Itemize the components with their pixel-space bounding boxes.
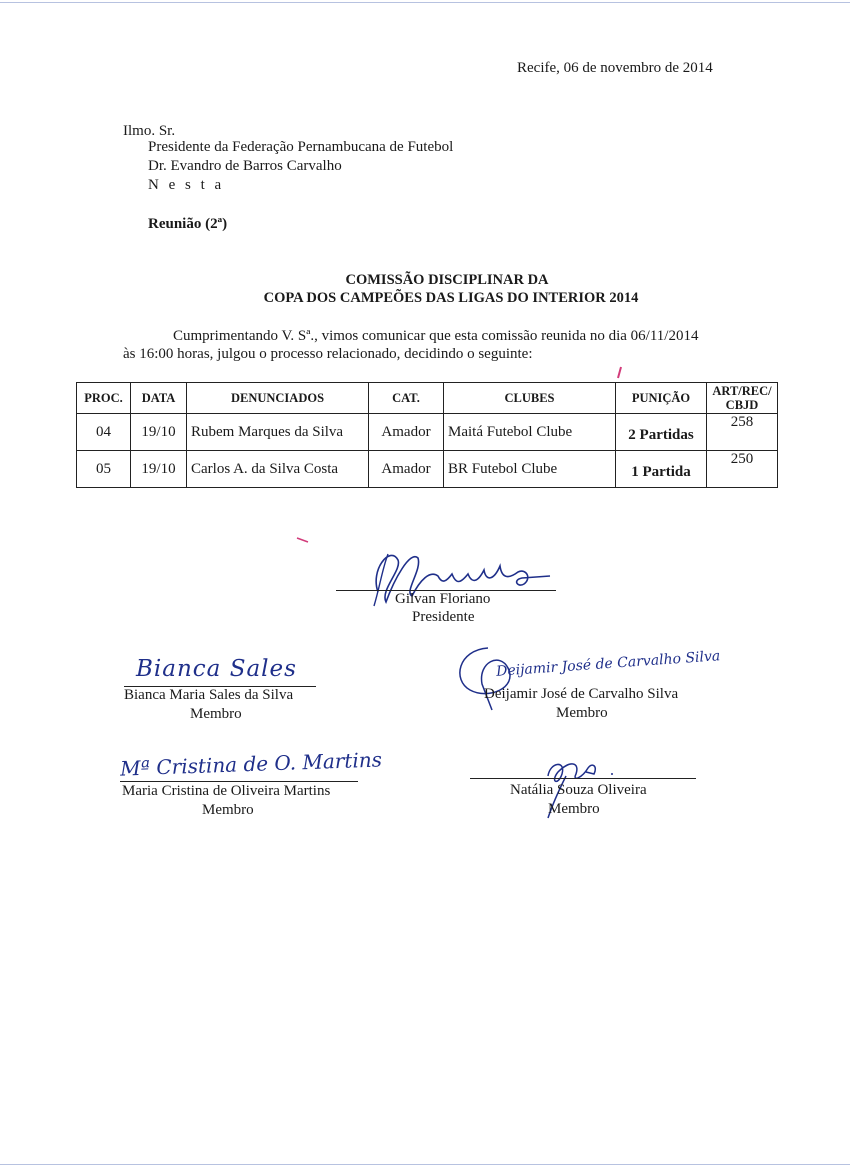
member3-name: Maria Cristina de Oliveira Martins xyxy=(122,783,331,799)
body-line-2: às 16:00 horas, julgou o processo relacionado, decidindo o seguinte: xyxy=(123,346,533,362)
member4-name: Natália Souza Oliveira xyxy=(510,782,647,798)
pen-mark xyxy=(296,536,310,544)
cell-data: 19/10 xyxy=(131,414,187,451)
president-name: Gilvan Floriano xyxy=(395,591,491,607)
cristina-handwriting: Mª Cristina de O. Martins xyxy=(119,747,383,781)
cell-proc: 05 xyxy=(77,451,131,488)
bianca-handwriting: Bianca Sales xyxy=(136,656,297,682)
natalia-signature-line xyxy=(470,778,696,779)
col-data: DATA xyxy=(131,383,187,414)
date-line: Recife, 06 de novembro de 2014 xyxy=(517,60,713,76)
table-row xyxy=(77,414,778,451)
cell-art: 250 xyxy=(707,451,778,488)
heading-line-1: COMISSÃO DISCIPLINAR DA xyxy=(345,272,549,288)
cell-punicao: 2 Partidas xyxy=(616,414,707,451)
col-clubes: CLUBES xyxy=(444,383,616,414)
col-denunciados: DENUNCIADOS xyxy=(187,383,369,414)
table-header-row xyxy=(77,383,778,414)
cell-clube: BR Futebol Clube xyxy=(444,451,616,488)
member1-role: Membro xyxy=(190,706,242,722)
recipient-local: N e s t a xyxy=(148,177,225,193)
col-cat: CAT. xyxy=(369,383,444,414)
col-punicao: PUNIÇÃO xyxy=(616,383,707,414)
recipient-title: Presidente da Federação Pernambucana de Futebol xyxy=(148,139,454,155)
heading-line-2: COPA DOS CAMPEÕES DAS LIGAS DO INTERIOR 2014 xyxy=(263,290,639,306)
member3-role: Membro xyxy=(202,802,254,818)
deijamir-handwriting: Deijamir José de Carvalho Silva xyxy=(495,648,721,680)
body-line-1: Cumprimentando V. Sª., vimos comunicar que esta comissão reunida no dia 06/11/2014 xyxy=(173,328,699,344)
recipient-name: Dr. Evandro de Barros Carvalho xyxy=(148,158,342,174)
scan-edge-top xyxy=(0,2,850,3)
cell-data: 19/10 xyxy=(131,451,187,488)
member2-name: Deijamir José de Carvalho Silva xyxy=(484,686,679,702)
table-row xyxy=(77,451,778,488)
salutation: Ilmo. Sr. xyxy=(123,123,176,139)
cell-cat: Amador xyxy=(369,414,444,451)
meeting-label: Reunião (2ª) xyxy=(148,216,228,232)
pen-mark xyxy=(614,366,626,382)
cell-clube: Maitá Futebol Clube xyxy=(444,414,616,451)
col-art: ART/REC/ CBJD xyxy=(707,383,778,414)
member1-name: Bianca Maria Sales da Silva xyxy=(124,687,294,703)
cell-punicao: 1 Partida xyxy=(616,451,707,488)
cristina-signature-line xyxy=(120,781,358,782)
decisions-table xyxy=(76,382,778,488)
cell-proc: 04 xyxy=(77,414,131,451)
col-proc: PROC. xyxy=(77,383,131,414)
scan-edge-bottom xyxy=(0,1164,850,1165)
member2-role: Membro xyxy=(556,705,608,721)
member4-role: Membro xyxy=(548,801,600,817)
cell-art: 258 xyxy=(707,414,778,451)
president-role: Presidente xyxy=(412,609,475,625)
cell-cat: Amador xyxy=(369,451,444,488)
cell-denunciado: Carlos A. da Silva Costa xyxy=(187,451,369,488)
cell-denunciado: Rubem Marques da Silva xyxy=(187,414,369,451)
